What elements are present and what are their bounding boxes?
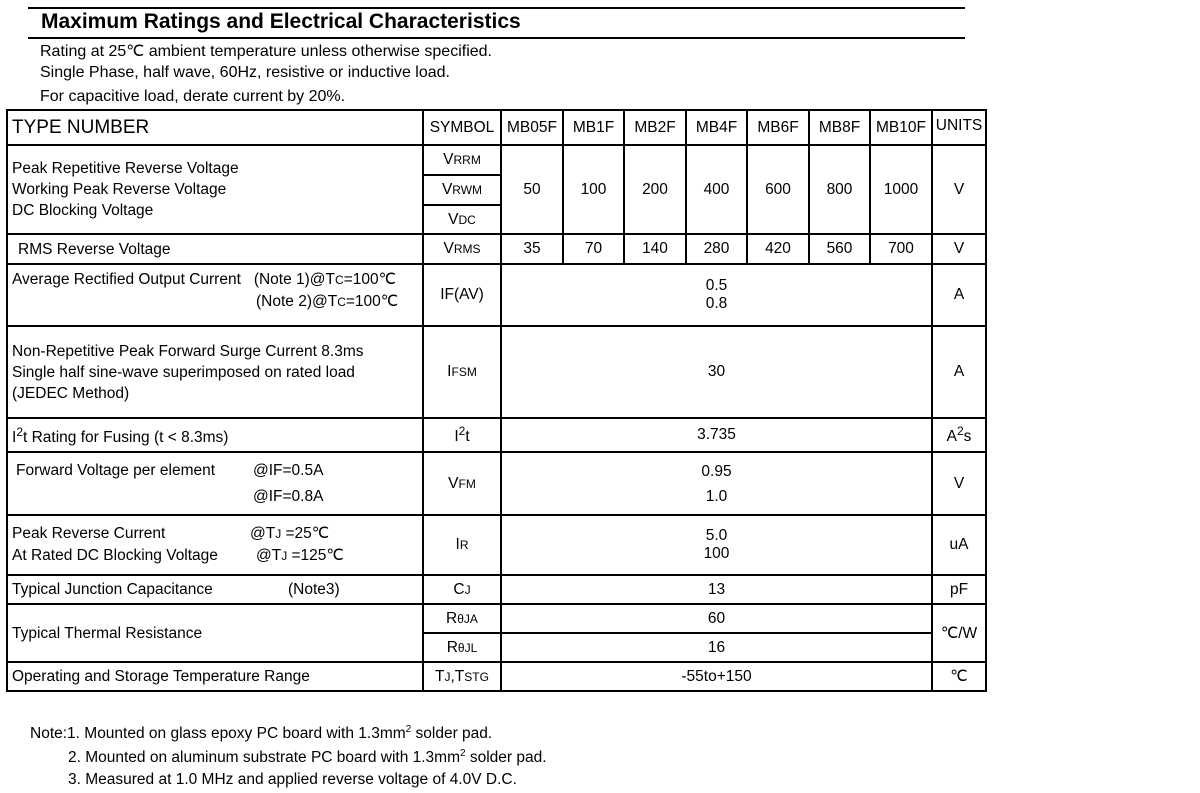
part-header: MB1F (563, 110, 624, 145)
symbol-i2t: $I^2t$ (423, 418, 501, 452)
unit-cell: V (932, 145, 986, 234)
rms-description: RMS Reverse Voltage (7, 234, 423, 264)
value-cell: 560 (809, 234, 870, 264)
avg-current-description: Average Rectified Output Current (Note 1)@TC=100℃ (Note 2)@TC=100℃ (7, 264, 423, 326)
value-cell: 700 (870, 234, 932, 264)
note-1: Note:1. Mounted on glass epoxy PC board with $1.3mm^2$ solder pad. (30, 724, 493, 743)
part-header: MB2F (624, 110, 686, 145)
vf-row (7, 452, 986, 515)
value-cell: 420 (747, 234, 809, 264)
value-cell: 50 (501, 145, 563, 234)
part-header: MB10F (870, 110, 932, 145)
value-cell: 800 (809, 145, 870, 234)
i2t-description: $I^2t$ Rating for Fusing (t < 8.3ms) (7, 418, 423, 452)
value-cell: 200 (624, 145, 686, 234)
value-cell: 30 (501, 326, 932, 418)
thermal-row (7, 604, 986, 633)
capacitance-row (7, 575, 986, 604)
symbol-header: SYMBOL (423, 110, 501, 145)
unit-cell: uA (932, 515, 986, 575)
note-3: 3. Measured at 1.0 MHz and applied reverse voltage of 4.0V D.C. (68, 771, 517, 788)
value-cell: 5.0 100 (501, 515, 932, 575)
unit-cell: ℃/W (932, 604, 986, 662)
symbol-vrms: VRMS (423, 234, 501, 264)
unit-cell: V (932, 234, 986, 264)
value-cell: 35 (501, 234, 563, 264)
temperature-row (7, 662, 986, 691)
intro-line-1: Rating at 25℃ ambient temperature unless otherwise specified. (40, 43, 492, 60)
part-header: MB6F (747, 110, 809, 145)
part-header: MB05F (501, 110, 563, 145)
value-cell: 280 (686, 234, 747, 264)
symbol-vfm: VFM (423, 452, 501, 515)
value-cell: 1000 (870, 145, 932, 234)
value-cell: 100 (563, 145, 624, 234)
value-cell: 70 (563, 234, 624, 264)
symbol-ifav: IF(AV) (423, 264, 501, 326)
capacitance-description: Typical Junction Capacitance (Note3) (7, 575, 423, 604)
surge-row (7, 326, 986, 418)
value-cell: 3.735 (501, 418, 932, 452)
value-cell: 600 (747, 145, 809, 234)
ir-row (7, 515, 986, 575)
value-cell: 0.95 1.0 (501, 452, 932, 515)
thermal-description: Typical Thermal Resistance (7, 604, 423, 662)
rms-row (7, 234, 986, 264)
value-cell: 400 (686, 145, 747, 234)
surge-description: Non-Repetitive Peak Forward Surge Current 8.3ms Single half sine-wave superimposed on rated load (JEDEC Method) (7, 326, 423, 418)
unit-cell: V (932, 452, 986, 515)
part-header: MB4F (686, 110, 747, 145)
symbol-vrrm: VRRM (423, 145, 501, 175)
avg-current-row (7, 264, 986, 326)
symbol-cj: CJ (423, 575, 501, 604)
page-title: Maximum Ratings and Electrical Characteristics (41, 10, 521, 33)
vf-description: Forward Voltage per element @IF=0.5A @IF=0.8A (7, 452, 423, 515)
units-header: UNITS (932, 110, 986, 145)
value-cell: -55to+150 (501, 662, 932, 691)
symbol-ir: IR (423, 515, 501, 575)
note-2: 2. Mounted on aluminum substrate PC board with $1.3mm^2$ solder pad. (68, 748, 547, 767)
symbol-rthja: RθJA (423, 604, 501, 633)
unit-cell: A (932, 326, 986, 418)
unit-cell: A (932, 264, 986, 326)
ratings-table (6, 109, 987, 692)
title-top-rule (28, 7, 965, 9)
symbol-tj-tstg: TJ,TSTG (423, 662, 501, 691)
symbol-vrwm: VRWM (423, 175, 501, 205)
temperature-description: Operating and Storage Temperature Range (7, 662, 423, 691)
header-row (7, 110, 986, 145)
unit-cell: ℃ (932, 662, 986, 691)
unit-cell: pF (932, 575, 986, 604)
voltage-description: Peak Repetitive Reverse Voltage Working Peak Reverse Voltage DC Blocking Voltage (7, 145, 423, 234)
title-bottom-rule (28, 37, 965, 39)
voltage-row (7, 145, 986, 175)
value-cell: 140 (624, 234, 686, 264)
i2t-row (7, 418, 986, 452)
symbol-vdc: VDC (423, 205, 501, 234)
value-cell: 60 (501, 604, 932, 633)
value-cell: 0.5 0.8 (501, 264, 932, 326)
value-cell: 16 (501, 633, 932, 662)
ir-description: Peak Reverse Current @TJ =25℃ At Rated DC Blocking Voltage @TJ =125℃ (7, 515, 423, 575)
part-header: MB8F (809, 110, 870, 145)
intro-line-3: For capacitive load, derate current by 20%. (40, 88, 346, 105)
symbol-ifsm: IFSM (423, 326, 501, 418)
intro-line-2: Single Phase, half wave, 60Hz, resistive or inductive load. (40, 64, 450, 81)
unit-cell: $A^2s$ (932, 418, 986, 452)
type-number-header: TYPE NUMBER (7, 110, 423, 145)
value-cell: 13 (501, 575, 932, 604)
symbol-rthjl: RθJL (423, 633, 501, 662)
